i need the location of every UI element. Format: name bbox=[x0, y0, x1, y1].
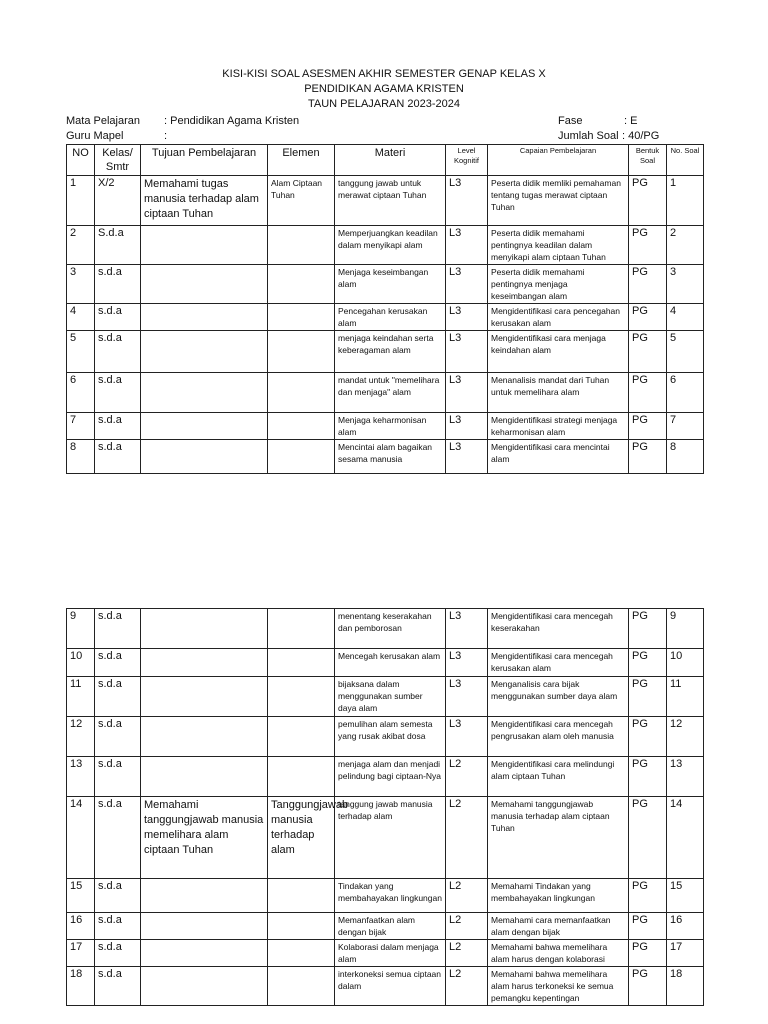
cell-tujuan bbox=[141, 757, 268, 797]
cell-elemen bbox=[268, 913, 335, 940]
cell-kelas: s.d.a bbox=[95, 265, 141, 304]
cell-level: L2 bbox=[446, 940, 488, 967]
cell-nosoal: 11 bbox=[667, 677, 704, 717]
cell-bentuk: PG bbox=[629, 331, 667, 373]
cell-capaian: Mengidentifikasi cara mencegah keserakahan bbox=[488, 609, 629, 649]
mapel-label: Mata Pelajaran bbox=[66, 115, 140, 127]
cell-tujuan bbox=[141, 265, 268, 304]
guru-value: : bbox=[164, 130, 168, 142]
table-row bbox=[67, 967, 704, 1006]
cell-no: 18 bbox=[67, 967, 95, 1006]
cell-capaian: Mengidentifikasi cara mencegah pengrusakan alam oleh manusia bbox=[488, 717, 629, 757]
cell-nosoal: 12 bbox=[667, 717, 704, 757]
col-header-nosoal: No. Soal bbox=[667, 145, 704, 176]
cell-materi: pemulihan alam semesta yang rusak akibat dosa bbox=[335, 717, 446, 757]
cell-level: L3 bbox=[446, 373, 488, 413]
cell-nosoal: 3 bbox=[667, 265, 704, 304]
cell-materi: menjaga keindahan serta keberagaman alam bbox=[335, 331, 446, 373]
table-row bbox=[67, 413, 704, 440]
cell-tujuan bbox=[141, 609, 268, 649]
cell-tujuan bbox=[141, 967, 268, 1006]
table-row bbox=[67, 373, 704, 413]
jumlah-label: Jumlah Soal bbox=[558, 130, 619, 142]
cell-bentuk: PG bbox=[629, 440, 667, 474]
table-row bbox=[67, 757, 704, 797]
cell-materi: Memanfaatkan alam dengan bijak bbox=[335, 913, 446, 940]
cell-elemen bbox=[268, 226, 335, 265]
cell-level: L3 bbox=[446, 331, 488, 373]
cell-capaian: Peserta didik memahami pentingnya menjaga keseimbangan alam bbox=[488, 265, 629, 304]
cell-materi: Tindakan yang membahayakan lingkungan bbox=[335, 879, 446, 913]
cell-elemen bbox=[268, 967, 335, 1006]
fase-label: Fase bbox=[558, 115, 583, 127]
cell-kelas: X/2 bbox=[95, 176, 141, 226]
table-row bbox=[67, 304, 704, 331]
table-row bbox=[67, 649, 704, 677]
cell-nosoal: 15 bbox=[667, 879, 704, 913]
table-row bbox=[67, 797, 704, 879]
cell-bentuk: PG bbox=[629, 413, 667, 440]
col-header-materi: Materi bbox=[335, 145, 446, 176]
cell-materi: Mencegah kerusakan alam bbox=[335, 649, 446, 677]
table-row bbox=[67, 913, 704, 940]
cell-elemen bbox=[268, 757, 335, 797]
cell-level: L3 bbox=[446, 265, 488, 304]
cell-capaian: Mengidentifikasi strategi menjaga keharmonisan alam bbox=[488, 413, 629, 440]
jumlah-value: : 40/PG bbox=[622, 130, 660, 142]
kisi-kisi-table-1 bbox=[66, 144, 704, 474]
cell-bentuk: PG bbox=[629, 967, 667, 1006]
cell-no: 5 bbox=[67, 331, 95, 373]
cell-capaian: Peserta didik memliki pemahaman tentang tugas merawat ciptaan Tuhan bbox=[488, 176, 629, 226]
cell-kelas: s.d.a bbox=[95, 677, 141, 717]
cell-elemen bbox=[268, 609, 335, 649]
cell-nosoal: 10 bbox=[667, 649, 704, 677]
table-row bbox=[67, 331, 704, 373]
cell-tujuan bbox=[141, 913, 268, 940]
cell-bentuk: PG bbox=[629, 717, 667, 757]
cell-kelas: s.d.a bbox=[95, 331, 141, 373]
cell-kelas: s.d.a bbox=[95, 797, 141, 879]
col-header-capaian: Capaian Pembelajaran bbox=[488, 145, 629, 176]
cell-kelas: s.d.a bbox=[95, 757, 141, 797]
cell-nosoal: 8 bbox=[667, 440, 704, 474]
cell-elemen bbox=[268, 304, 335, 331]
cell-level: L2 bbox=[446, 879, 488, 913]
cell-level: L3 bbox=[446, 226, 488, 265]
cell-kelas: S.d.a bbox=[95, 226, 141, 265]
cell-tujuan bbox=[141, 717, 268, 757]
cell-materi: Menjaga keharmonisan alam bbox=[335, 413, 446, 440]
cell-kelas: s.d.a bbox=[95, 967, 141, 1006]
cell-no: 7 bbox=[67, 413, 95, 440]
cell-bentuk: PG bbox=[629, 913, 667, 940]
cell-nosoal: 1 bbox=[667, 176, 704, 226]
cell-nosoal: 18 bbox=[667, 967, 704, 1006]
cell-tujuan bbox=[141, 304, 268, 331]
cell-elemen bbox=[268, 373, 335, 413]
cell-materi: Memperjuangkan keadilan dalam menyikapi alam bbox=[335, 226, 446, 265]
cell-kelas: s.d.a bbox=[95, 940, 141, 967]
table-row bbox=[67, 226, 704, 265]
cell-no: 3 bbox=[67, 265, 95, 304]
cell-level: L2 bbox=[446, 797, 488, 879]
cell-bentuk: PG bbox=[629, 304, 667, 331]
table-row bbox=[67, 879, 704, 913]
cell-capaian: Mengidentifikasi cara menjaga keindahan alam bbox=[488, 331, 629, 373]
cell-bentuk: PG bbox=[629, 649, 667, 677]
cell-capaian: Memahami cara memanfaatkan alam dengan bijak bbox=[488, 913, 629, 940]
cell-bentuk: PG bbox=[629, 373, 667, 413]
cell-kelas: s.d.a bbox=[95, 609, 141, 649]
cell-bentuk: PG bbox=[629, 757, 667, 797]
cell-materi: tanggung jawab untuk merawat ciptaan Tuhan bbox=[335, 176, 446, 226]
cell-no: 14 bbox=[67, 797, 95, 879]
col-header-kelas: Kelas/ Smtr bbox=[95, 145, 141, 176]
cell-tujuan bbox=[141, 331, 268, 373]
cell-level: L3 bbox=[446, 717, 488, 757]
cell-bentuk: PG bbox=[629, 797, 667, 879]
cell-materi: Kolaborasi dalam menjaga alam bbox=[335, 940, 446, 967]
cell-tujuan: Memahami tugas manusia terhadap alam ciptaan Tuhan bbox=[141, 176, 268, 226]
cell-level: L3 bbox=[446, 176, 488, 226]
guru-label: Guru Mapel bbox=[66, 130, 124, 142]
cell-kelas: s.d.a bbox=[95, 413, 141, 440]
table-row bbox=[67, 176, 704, 226]
cell-capaian: Memahami tanggungjawab manusia terhadap alam ciptaan Tuhan bbox=[488, 797, 629, 879]
cell-kelas: s.d.a bbox=[95, 649, 141, 677]
cell-kelas: s.d.a bbox=[95, 373, 141, 413]
cell-nosoal: 5 bbox=[667, 331, 704, 373]
cell-kelas: s.d.a bbox=[95, 304, 141, 331]
cell-no: 12 bbox=[67, 717, 95, 757]
cell-no: 15 bbox=[67, 879, 95, 913]
cell-bentuk: PG bbox=[629, 940, 667, 967]
cell-level: L2 bbox=[446, 913, 488, 940]
cell-capaian: Memahami Tindakan yang membahayakan lingkungan bbox=[488, 879, 629, 913]
cell-nosoal: 2 bbox=[667, 226, 704, 265]
cell-capaian: Memahami bahwa memelihara alam harus terkoneksi ke semua pemangku kepentingan bbox=[488, 967, 629, 1006]
cell-no: 11 bbox=[67, 677, 95, 717]
cell-bentuk: PG bbox=[629, 879, 667, 913]
kisi-kisi-table-2 bbox=[66, 608, 704, 1006]
cell-bentuk: PG bbox=[629, 226, 667, 265]
cell-capaian: Mengidentifikasi cara melindungi alam ciptaan Tuhan bbox=[488, 757, 629, 797]
cell-kelas: s.d.a bbox=[95, 913, 141, 940]
cell-elemen bbox=[268, 265, 335, 304]
cell-level: L2 bbox=[446, 967, 488, 1006]
cell-capaian: Peserta didik memahami pentingnya keadilan dalam menyikapi alam ciptaan Tuhan bbox=[488, 226, 629, 265]
cell-kelas: s.d.a bbox=[95, 717, 141, 757]
cell-tujuan bbox=[141, 226, 268, 265]
cell-nosoal: 6 bbox=[667, 373, 704, 413]
cell-level: L3 bbox=[446, 649, 488, 677]
cell-no: 4 bbox=[67, 304, 95, 331]
cell-bentuk: PG bbox=[629, 265, 667, 304]
cell-elemen bbox=[268, 440, 335, 474]
cell-elemen bbox=[268, 413, 335, 440]
document-subject: PENDIDIKAN AGAMA KRISTEN bbox=[304, 83, 464, 95]
cell-level: L3 bbox=[446, 677, 488, 717]
cell-tujuan bbox=[141, 940, 268, 967]
cell-level: L3 bbox=[446, 440, 488, 474]
cell-no: 9 bbox=[67, 609, 95, 649]
cell-capaian: Mengidentifikasi cara mencegah kerusakan alam bbox=[488, 649, 629, 677]
cell-capaian: Menganalisis cara bijak menggunakan sumber daya alam bbox=[488, 677, 629, 717]
cell-materi: Menjaga keseimbangan alam bbox=[335, 265, 446, 304]
cell-kelas: s.d.a bbox=[95, 440, 141, 474]
cell-nosoal: 9 bbox=[667, 609, 704, 649]
table-row bbox=[67, 265, 704, 304]
cell-no: 17 bbox=[67, 940, 95, 967]
cell-level: L3 bbox=[446, 304, 488, 331]
cell-elemen bbox=[268, 940, 335, 967]
table-row bbox=[67, 609, 704, 649]
cell-level: L2 bbox=[446, 757, 488, 797]
cell-tujuan bbox=[141, 879, 268, 913]
cell-nosoal: 13 bbox=[667, 757, 704, 797]
cell-materi: Mencintai alam bagaikan sesama manusia bbox=[335, 440, 446, 474]
cell-capaian: Memahami bahwa memelihara alam harus dengan kolaborasi bbox=[488, 940, 629, 967]
cell-materi: Pencegahan kerusakan alam bbox=[335, 304, 446, 331]
cell-tujuan bbox=[141, 373, 268, 413]
cell-materi: mandat untuk "memelihara dan menjaga" alam bbox=[335, 373, 446, 413]
cell-nosoal: 4 bbox=[667, 304, 704, 331]
cell-materi: tanggung jawab manusia terhadap alam bbox=[335, 797, 446, 879]
col-header-bentuk: Bentuk Soal bbox=[629, 145, 667, 176]
cell-bentuk: PG bbox=[629, 609, 667, 649]
cell-bentuk: PG bbox=[629, 176, 667, 226]
mapel-value: : Pendidikan Agama Kristen bbox=[164, 115, 300, 127]
col-header-tujuan: Tujuan Pembelajaran bbox=[141, 145, 268, 176]
cell-no: 13 bbox=[67, 757, 95, 797]
cell-elemen: Tanggungjawab manusia terhadap alam bbox=[268, 797, 335, 879]
cell-level: L3 bbox=[446, 413, 488, 440]
cell-nosoal: 7 bbox=[667, 413, 704, 440]
cell-elemen bbox=[268, 677, 335, 717]
fase-value: : E bbox=[624, 115, 638, 127]
cell-tujuan: Memahami tanggungjawab manusia memelihara alam ciptaan Tuhan bbox=[141, 797, 268, 879]
col-header-elemen: Elemen bbox=[268, 145, 335, 176]
cell-nosoal: 16 bbox=[667, 913, 704, 940]
cell-materi: menentang keserakahan dan pemborosan bbox=[335, 609, 446, 649]
cell-no: 6 bbox=[67, 373, 95, 413]
cell-bentuk: PG bbox=[629, 677, 667, 717]
cell-no: 1 bbox=[67, 176, 95, 226]
cell-level: L3 bbox=[446, 609, 488, 649]
cell-elemen bbox=[268, 331, 335, 373]
table-row bbox=[67, 717, 704, 757]
cell-tujuan bbox=[141, 413, 268, 440]
table-row bbox=[67, 940, 704, 967]
cell-elemen: Alam Ciptaan Tuhan bbox=[268, 176, 335, 226]
col-header-level: Level Kognitif bbox=[446, 145, 488, 176]
cell-no: 10 bbox=[67, 649, 95, 677]
table-row bbox=[67, 440, 704, 474]
cell-kelas: s.d.a bbox=[95, 879, 141, 913]
cell-materi: bijaksana dalam menggunakan sumber daya alam bbox=[335, 677, 446, 717]
cell-nosoal: 17 bbox=[667, 940, 704, 967]
cell-tujuan bbox=[141, 440, 268, 474]
cell-materi: interkoneksi semua ciptaan dalam bbox=[335, 967, 446, 1006]
col-header-no: NO bbox=[67, 145, 95, 176]
cell-tujuan bbox=[141, 649, 268, 677]
cell-elemen bbox=[268, 649, 335, 677]
cell-elemen bbox=[268, 717, 335, 757]
cell-materi: menjaga alam dan menjadi pelindung bagi ciptaan-Nya bbox=[335, 757, 446, 797]
cell-elemen bbox=[268, 879, 335, 913]
cell-capaian: Menanalisis mandat dari Tuhan untuk memelihara alam bbox=[488, 373, 629, 413]
cell-capaian: Mengidentifikasi cara pencegahan kerusakan alam bbox=[488, 304, 629, 331]
cell-no: 8 bbox=[67, 440, 95, 474]
cell-no: 16 bbox=[67, 913, 95, 940]
document-title: KISI-KISI SOAL ASESMEN AKHIR SEMESTER GENAP KELAS X bbox=[222, 68, 546, 80]
cell-nosoal: 14 bbox=[667, 797, 704, 879]
document-year: TAUN PELAJARAN 2023-2024 bbox=[307, 98, 461, 110]
cell-tujuan bbox=[141, 677, 268, 717]
cell-capaian: Mengidentifikasi cara mencintai alam bbox=[488, 440, 629, 474]
cell-no: 2 bbox=[67, 226, 95, 265]
table-row bbox=[67, 677, 704, 717]
